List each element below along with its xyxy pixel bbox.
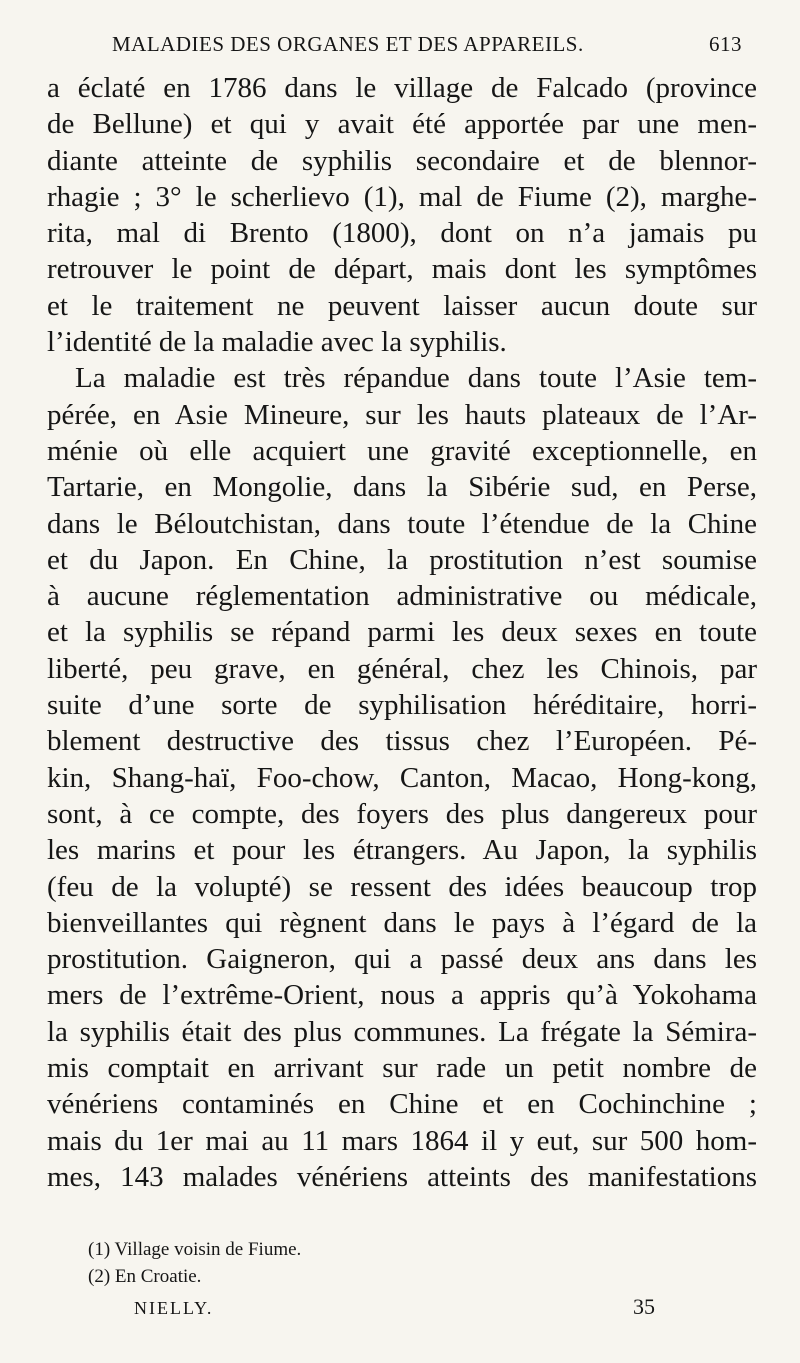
text-line: à aucune réglementation administrative ou médicale,: [47, 580, 757, 613]
text-line: mis comptait en arrivant sur rade un petit nombre de: [47, 1052, 757, 1085]
text-line: dans le Béloutchistan, dans toute l’étendue de la Chine: [47, 507, 757, 540]
text-line: mais du 1er mai au 11 mars 1864 il y eut, sur 500 hom-: [47, 1124, 757, 1157]
text-line: l’identité de la maladie avec la syphilis.: [47, 326, 507, 359]
running-title: MALADIES DES ORGANES ET DES APPAREILS.: [112, 32, 584, 56]
text-line: mes, 143 malades vénériens atteints des manifestations: [47, 1160, 757, 1193]
text-line: rita, mal di Brento (1800), dont on n’a jamais pu: [47, 217, 757, 250]
text-line: blement destructive des tissus chez l’Européen. Pé-: [47, 725, 757, 758]
footnote-1: (1) Village voisin de Fiume.: [88, 1239, 302, 1260]
text-line: kin, Shang-haï, Foo-chow, Canton, Macao, Hong-kong,: [47, 761, 757, 794]
text-line: liberté, peu grave, en général, chez les Chinois, par: [47, 652, 757, 685]
text-line: et le traitement ne peuvent laisser aucun doute sur: [47, 289, 757, 322]
text-line: pérée, en Asie Mineure, sur les hauts plateaux de l’Ar-: [47, 398, 757, 431]
running-head: [112, 32, 742, 62]
text-line: suite d’une sorte de syphilisation héréditaire, horri-: [47, 689, 757, 722]
text-line: La maladie est très répandue dans toute l’Asie tem-: [75, 362, 757, 395]
text-line: prostitution. Gaigneron, qui a passé deux ans dans les: [47, 943, 757, 976]
text-line: Tartarie, en Mongolie, dans la Sibérie sud, en Perse,: [47, 471, 757, 504]
text-line: vénériens contaminés en Chine et en Cochinchine ;: [47, 1088, 757, 1121]
text-line: de Bellune) et qui y avait été apportée par une men-: [47, 108, 757, 141]
page-number: 613: [709, 32, 742, 56]
text-line: ménie où elle acquiert une gravité exceptionnelle, en: [47, 434, 757, 467]
text-line: la syphilis était des plus communes. La frégate la Sémira-: [47, 1015, 757, 1048]
text-line: rhagie ; 3° le scherlievo (1), mal de Fiume (2), marghe-: [47, 180, 757, 213]
text-line: les marins et pour les étrangers. Au Japon, la syphilis: [47, 834, 757, 867]
text-line: retrouver le point de départ, mais dont les symptômes: [47, 253, 757, 286]
text-line: et la syphilis se répand parmi les deux sexes en toute: [47, 616, 757, 649]
printer-signature-author: NIELLY.: [134, 1298, 214, 1318]
body-text: [47, 70, 757, 1195]
text-line: a éclaté en 1786 dans le village de Falcado (province: [47, 72, 757, 104]
text-line: (feu de la volupté) se ressent des idées beaucoup trop: [47, 870, 757, 903]
signature-mark: 35: [633, 1294, 655, 1319]
text-line: sont, à ce compte, des foyers des plus dangereux pour: [47, 797, 757, 830]
text-line: mers de l’extrême-Orient, nous a appris qu’à Yokohama: [47, 979, 757, 1012]
text-line: bienveillantes qui règnent dans le pays à l’égard de la: [47, 906, 757, 939]
text-line: diante atteinte de syphilis secondaire et de blennor-: [47, 144, 757, 177]
text-line: et du Japon. En Chine, la prostitution n’est soumise: [47, 543, 757, 576]
footnote-2: (2) En Croatie.: [88, 1266, 202, 1287]
footnotes: [88, 1236, 688, 1290]
